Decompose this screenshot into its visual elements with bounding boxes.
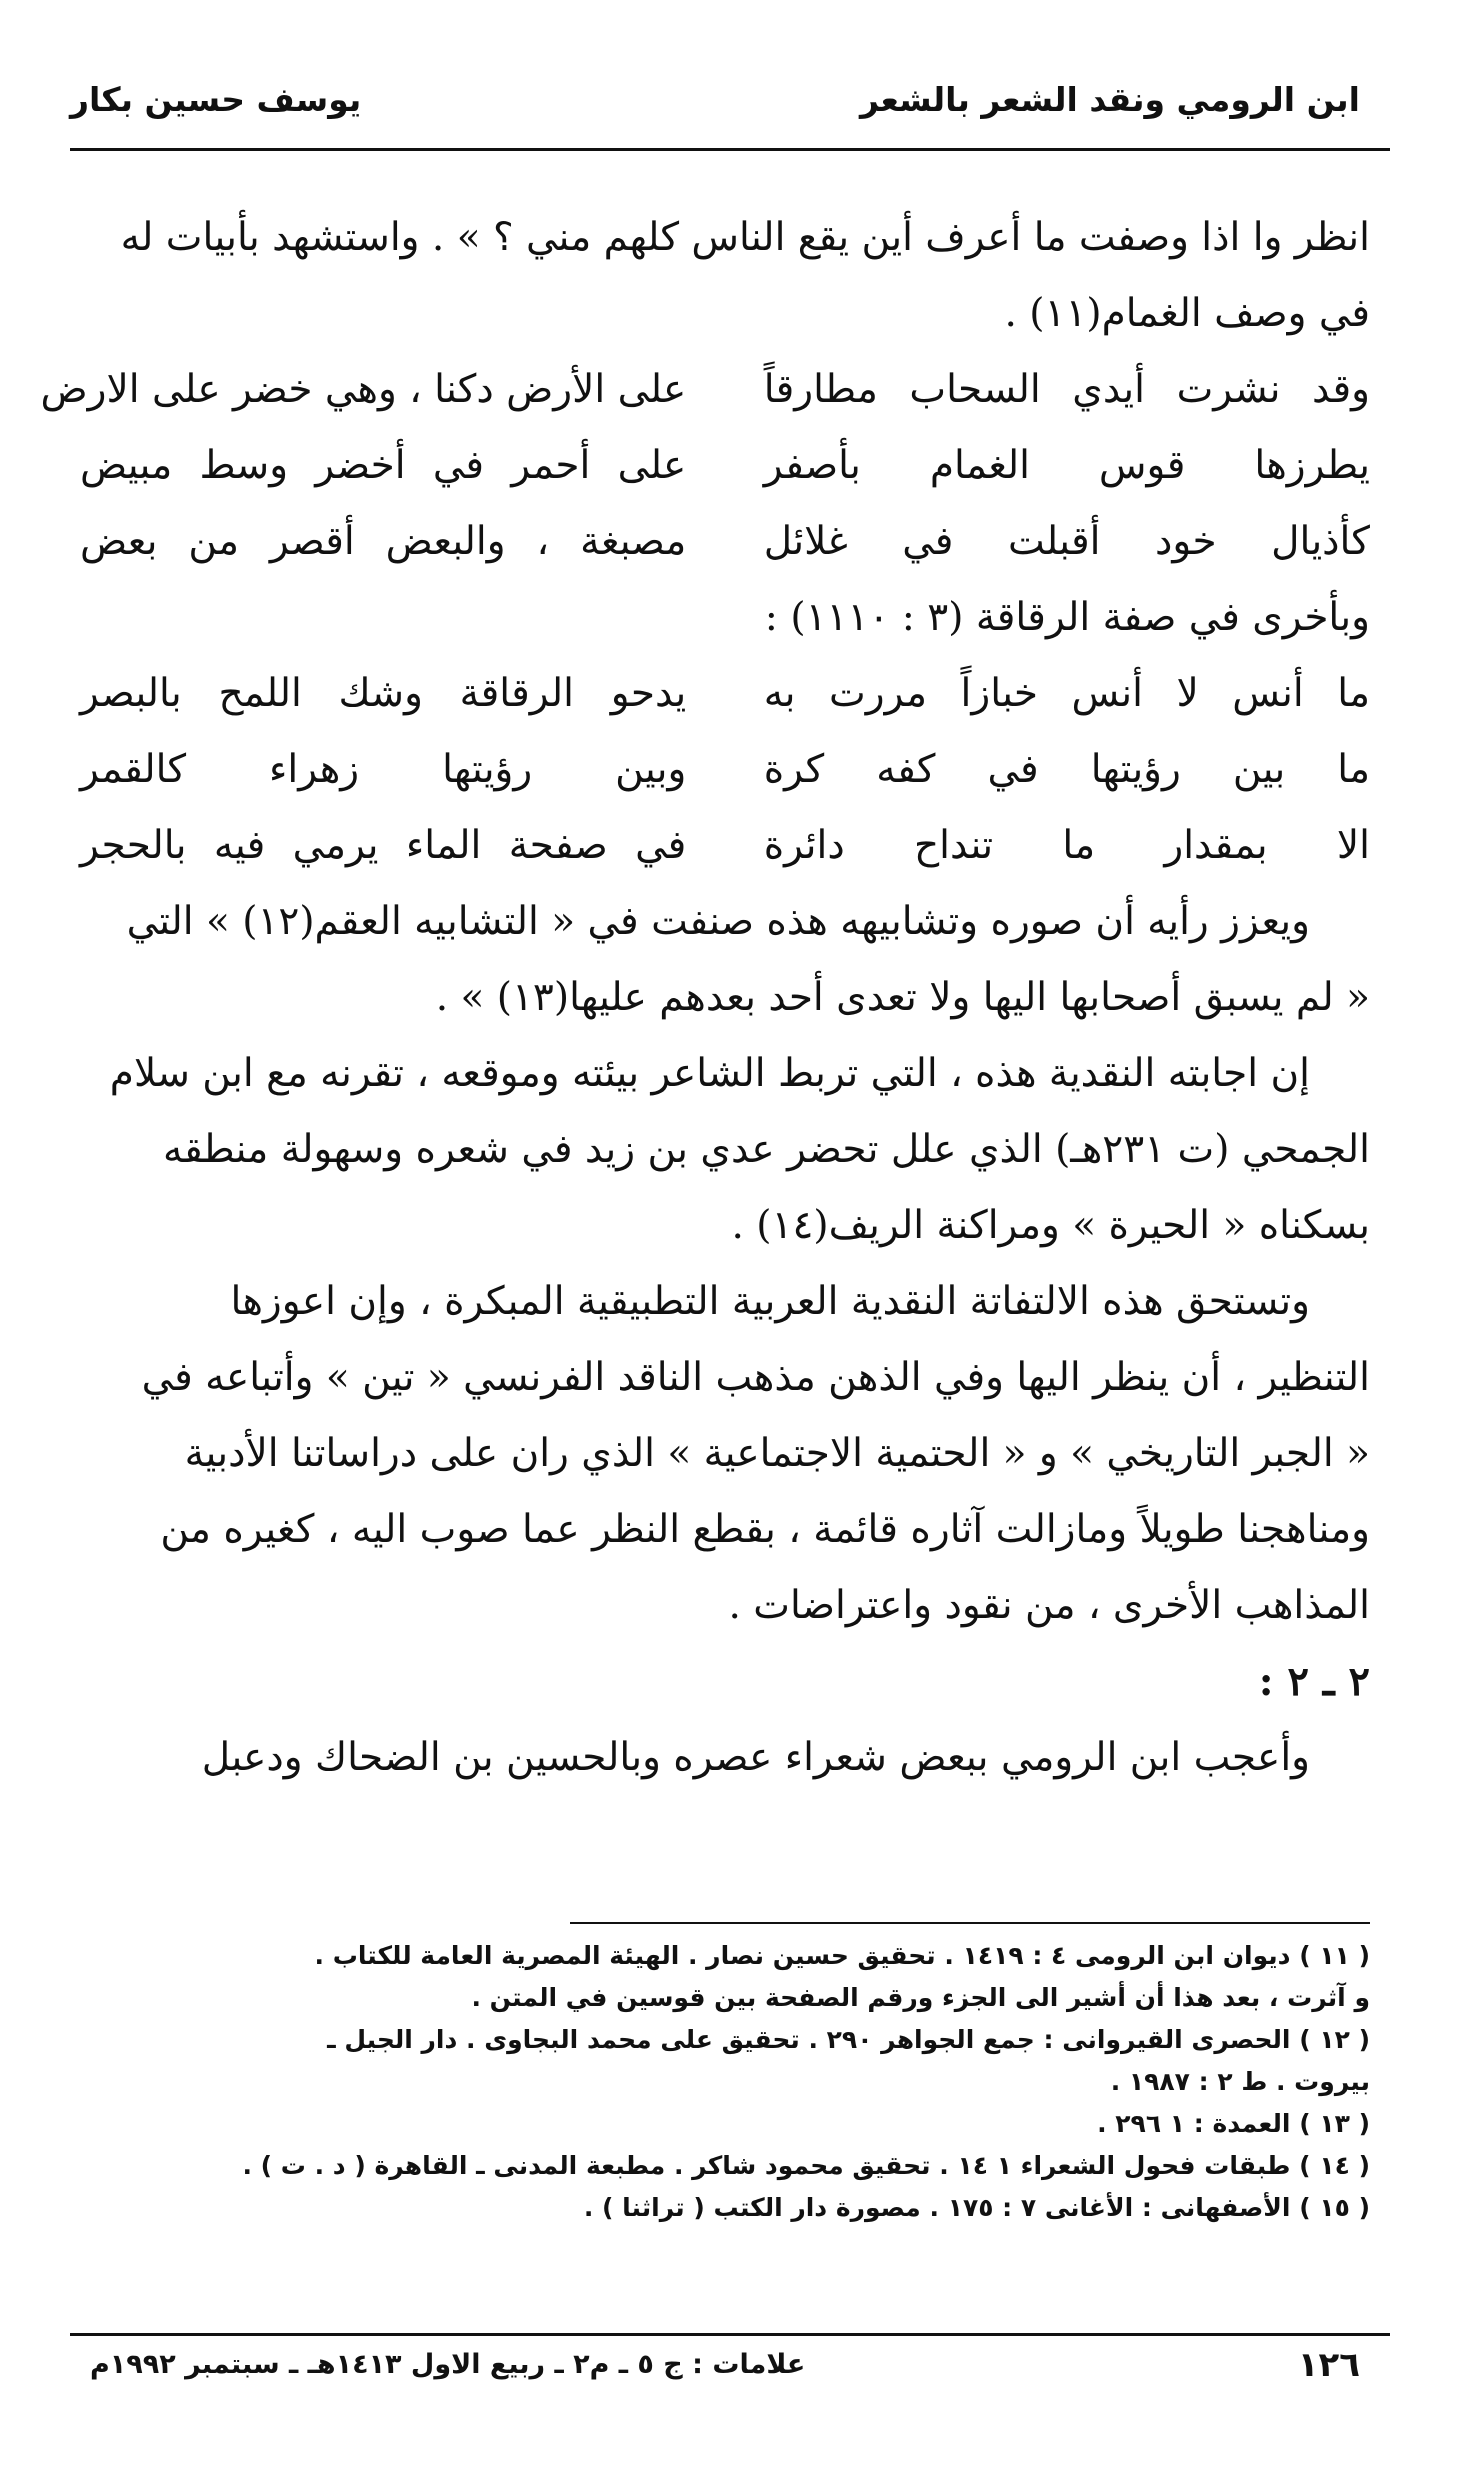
text-line: « الجبر التاريخي » و « الحتمية الاجتماعية » الذي ران على دراساتنا الأدبية (184, 1431, 1370, 1476)
second-hemistich: وبين رؤيتها زهراء كالقمر (80, 747, 687, 792)
footnote: ( ١١ ) ديوان ابن الرومى ٤ : ١٤١٩ . تحقيق حسين نصار . الهيئة المصرية العامة للكتاب . (314, 1941, 1370, 1970)
text-line: المذاهب الأخرى ، من نقود واعتراضات . (728, 1583, 1370, 1628)
running-title: ابن الرومي ونقد الشعر بالشعر (860, 80, 1360, 119)
verse (80, 504, 1370, 580)
text-line: ومناهجنا طويلاً ومازالت آثاره قائمة ، بقطع النظر عما صوب اليه ، كغيره من (160, 1507, 1370, 1552)
text-line: التنظير ، أن ينظر اليها وفي الذهن مذهب الناقد الفرنسي « تين » وأتباعه في (141, 1355, 1370, 1400)
text-line: وتستحق هذه الالتفاتة النقدية العربية التطبيقية المبكرة ، وإن اعوزها (230, 1279, 1310, 1324)
verse (40, 352, 1370, 428)
page-number: ١٢٦ (1297, 2345, 1360, 2385)
running-author: يوسف حسين بكار (70, 80, 362, 119)
text-line: « لم يسبق أصحابها اليها ولا تعدى أحد بعدهم عليها(١٣) » . (435, 975, 1370, 1020)
first-hemistich: يطرزها قوس الغمام بأصفر (763, 443, 1370, 488)
footnote: ( ١٢ ) الحصرى القيروانى : جمع الجواهر ٢٩٠ . تحقيق على محمد البجاوى . دار الجيل ـ (327, 2025, 1370, 2054)
footnote: ( ١٣ ) العمدة : ١ ٢٩٦ . (1097, 2109, 1370, 2138)
verse (80, 808, 1370, 884)
second-hemistich: مصبغة ، والبعض أقصر من بعض (80, 519, 687, 564)
footnote-rule (570, 1922, 1370, 1924)
first-hemistich: ما أنس لا أنس خبازاً مررت به (763, 671, 1370, 716)
page-header (70, 62, 1390, 142)
footnote: ( ١٤ ) طبقات فحول الشعراء ١ ١٤ . تحقيق محمود شاكر . مطبعة المدنى ـ القاهرة ( د . ت ) . (242, 2151, 1370, 2180)
header-rule (70, 148, 1390, 151)
footnotes (80, 1935, 1370, 2229)
footnote: و آثرت ، بعد هذا أن أشير الى الجزء ورقم الصفحة بين قوسين في المتن . (471, 1983, 1370, 2012)
verse (80, 732, 1370, 808)
main-text (40, 200, 1370, 1796)
footnote: ( ١٥ ) الأصفهانى : الأغانى ٧ : ١٧٥ . مصورة دار الكتب ( تراثنا ) . (583, 2193, 1370, 2222)
second-hemistich: يدحو الرقاقة وشك اللمح بالبصر (80, 671, 687, 716)
first-hemistich: وقد نشرت أيدي السحاب مطارقاً (763, 367, 1370, 412)
first-hemistich: كأذيال خود أقبلت في غلائل (763, 519, 1370, 564)
second-hemistich: في صفحة الماء يرمي فيه بالحجر (80, 823, 687, 868)
first-hemistich: ما بين رؤيتها في كفه كرة (763, 747, 1370, 792)
journal-citation: علامات : ج ٥ ـ م٢ ـ ربيع الاول ١٤١٣هـ ـ سبتمبر ١٩٩٢م (90, 2349, 806, 2380)
poem-2 (80, 656, 1370, 884)
text-line: انظر وا اذا وصفت ما أعرف أين يقع الناس كلهم مني ؟ » . واستشهد بأبيات له (120, 215, 1370, 260)
text-line: الجمحي (ت ٢٣١هـ) الذي علل تحضر عدي بن زيد في شعره وسهولة منطقه (163, 1127, 1370, 1172)
section-number: ٢ ـ ٢ : (1258, 1658, 1370, 1705)
text-line: في وصف الغمام(١١) . (1004, 291, 1370, 336)
poem-1 (40, 352, 1370, 580)
second-hemistich: على أحمر في أخضر وسط مبيض (80, 443, 687, 488)
footer-rule (70, 2333, 1390, 2336)
text-line: ويعزز رأيه أن صوره وتشابيهه هذه صنفت في « التشابيه العقم(١٢) » التي (126, 899, 1310, 944)
text-line: بسكناه « الحيرة » ومراكنة الريف(١٤) . (731, 1203, 1370, 1248)
text-line: إن اجابته النقدية هذه ، التي تربط الشاعر بيئته وموقعه ، تقرنه مع ابن سلام (109, 1051, 1310, 1096)
first-hemistich: الا بمقدار ما تنداح دائرة (763, 823, 1370, 868)
text-line: وبأخرى في صفة الرقاقة (٣ : ١١١٠) : (764, 595, 1370, 640)
verse (80, 428, 1370, 504)
second-hemistich: على الأرض دكنا ، وهي خضر على الارض (40, 367, 687, 412)
text-line: وأعجب ابن الرومي ببعض شعراء عصره وبالحسين بن الضحاك ودعبل (201, 1735, 1310, 1780)
verse (80, 656, 1370, 732)
page-footer (70, 2345, 1390, 2395)
footnote: بيروت . ط ٢ : ١٩٨٧ . (1110, 2067, 1370, 2096)
